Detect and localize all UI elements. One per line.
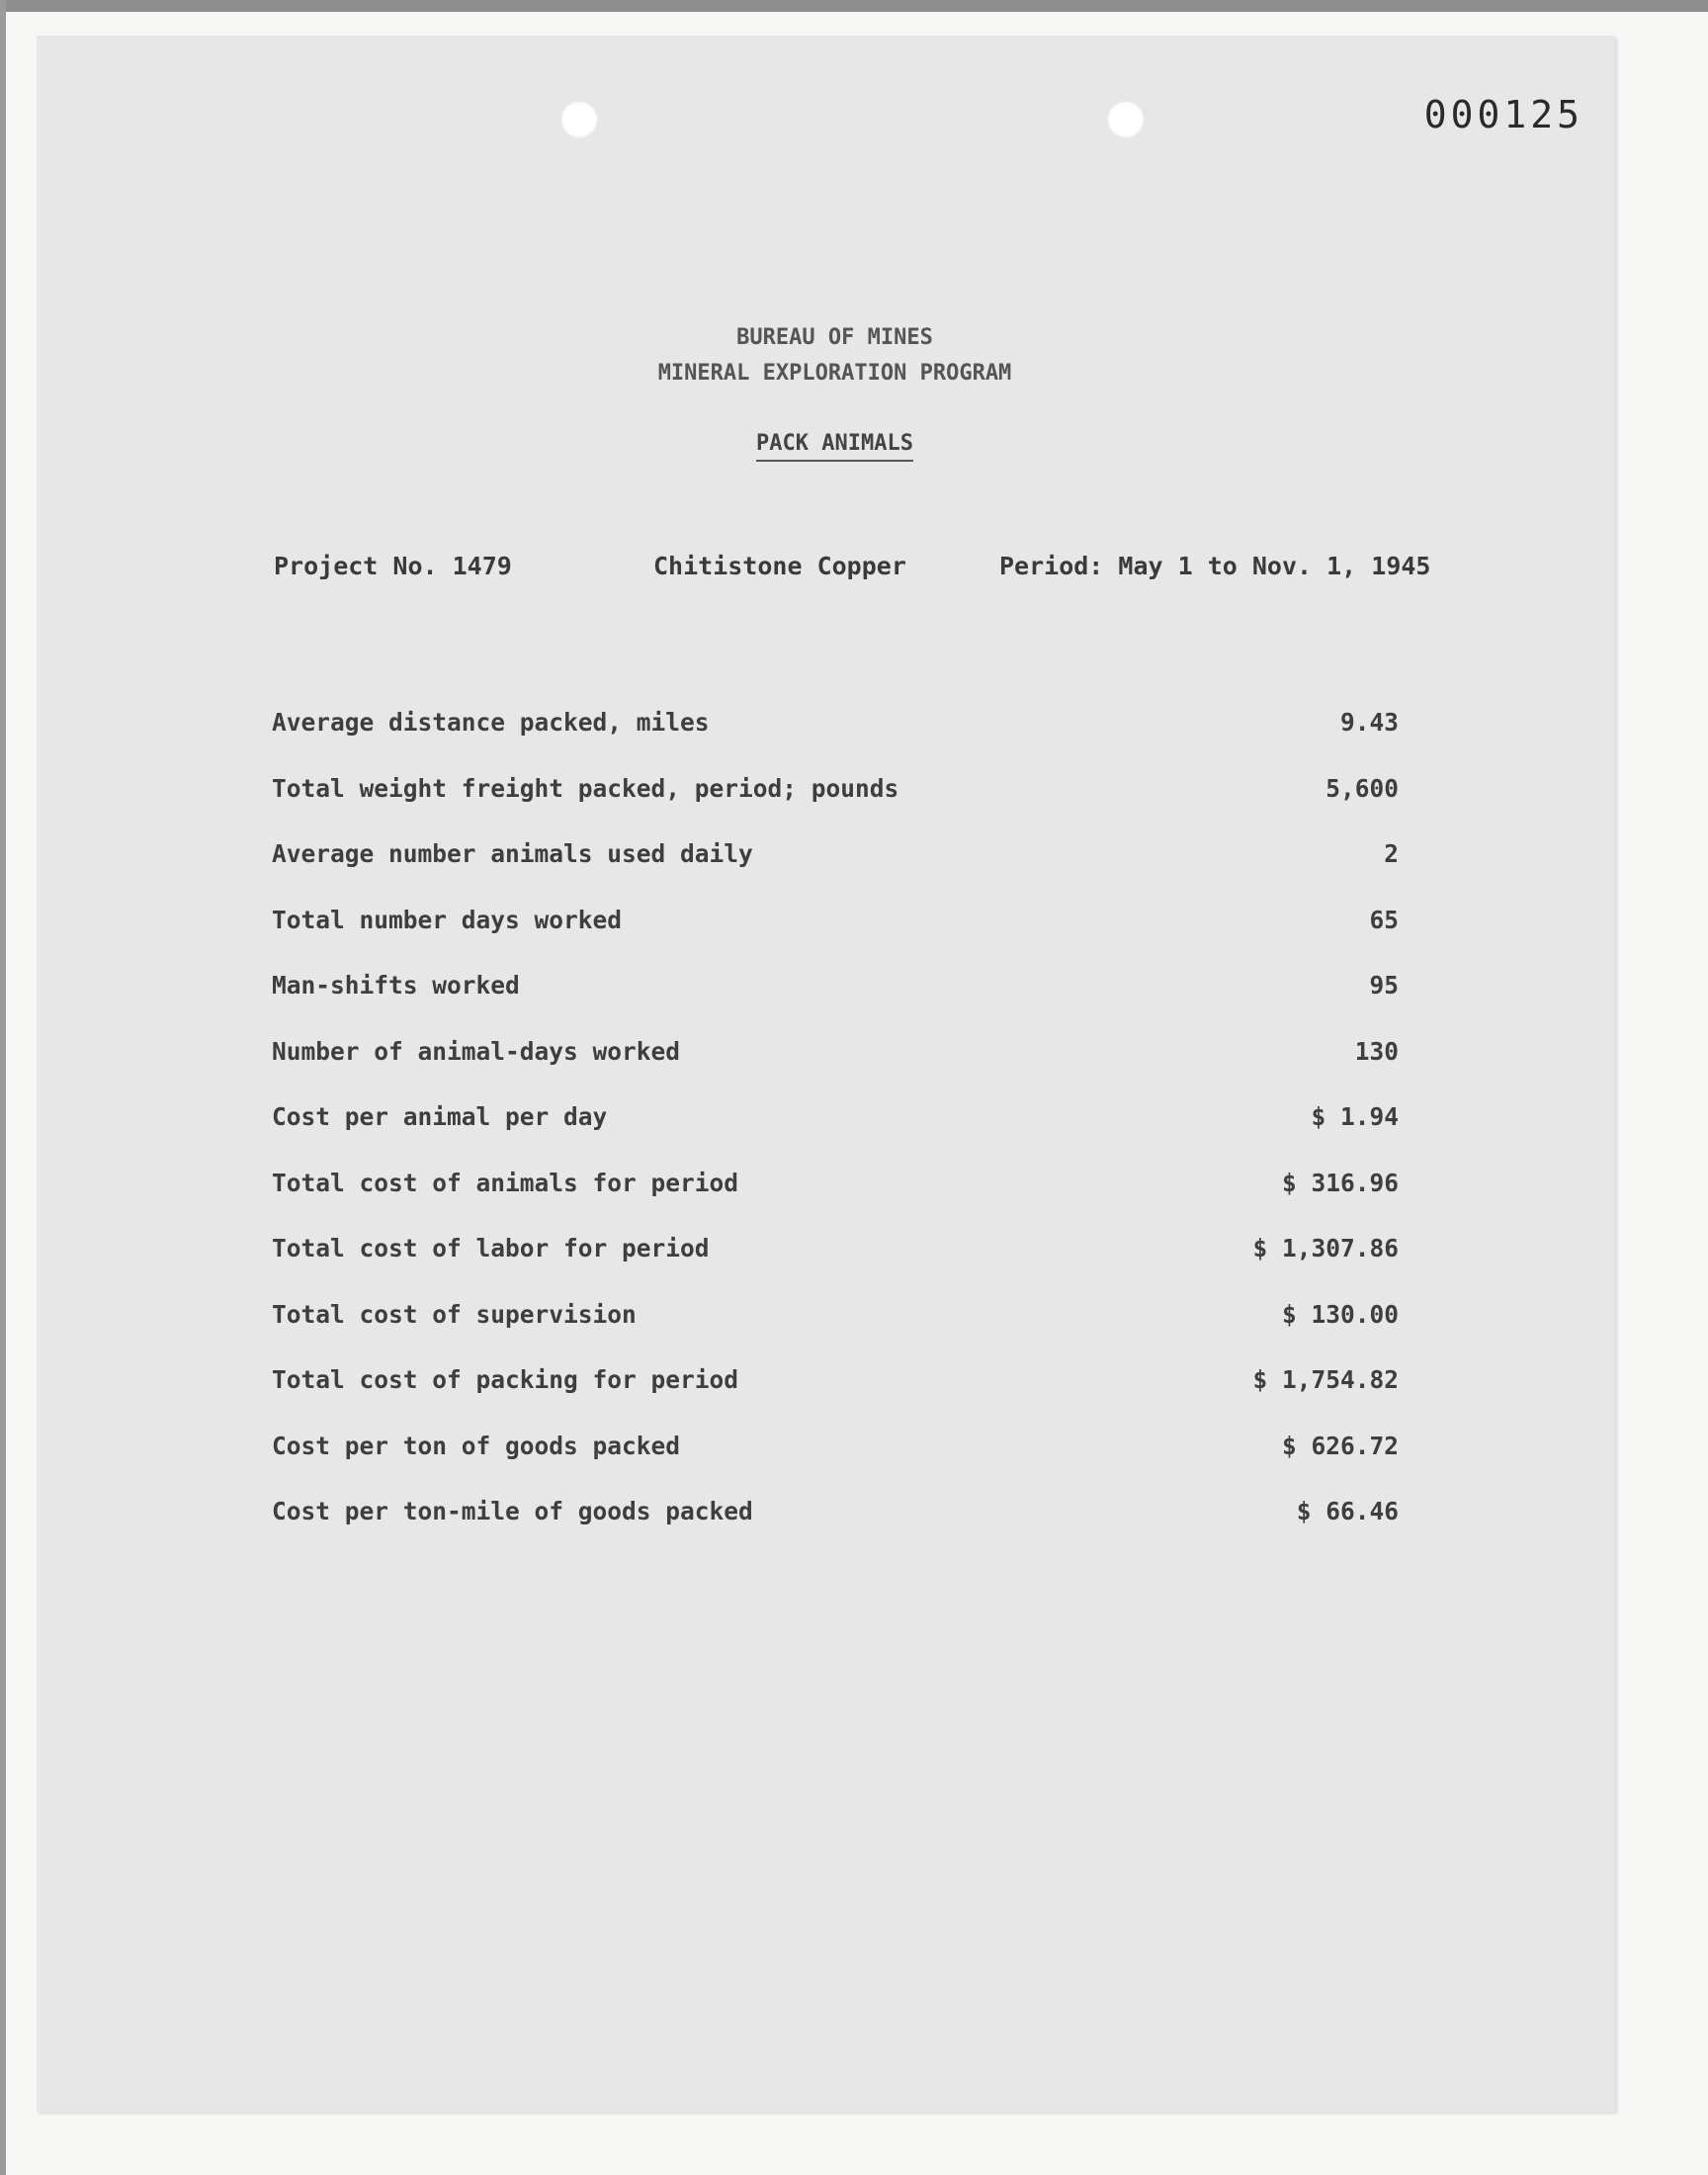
document-header (37, 320, 1615, 392)
table-row (272, 1300, 1399, 1366)
table-row (272, 708, 1399, 774)
table-row (272, 1234, 1399, 1300)
table-row (272, 1365, 1399, 1432)
table-row (272, 1037, 1399, 1103)
row-label: Total cost of animals for period (272, 1168, 739, 1197)
row-value: 95 (1369, 971, 1399, 1000)
row-label: Cost per ton of goods packed (272, 1431, 681, 1460)
scan-top-edge (0, 0, 1708, 12)
header-agency: BUREAU OF MINES (736, 325, 933, 350)
row-label: Cost per animal per day (272, 1102, 608, 1131)
row-label: Number of animal-days worked (272, 1036, 681, 1066)
row-label: Total cost of supervision (272, 1299, 637, 1329)
table-row (272, 1102, 1399, 1169)
row-label: Total cost of packing for period (272, 1365, 739, 1394)
page-number-stamp: 000125 (1423, 93, 1583, 136)
document-title (37, 431, 1615, 456)
table-row (272, 906, 1399, 972)
table-row (272, 839, 1399, 906)
project-name: Chitistone Copper (653, 552, 906, 580)
punch-hole (1107, 101, 1145, 138)
row-value: $ 1.94 (1311, 1102, 1399, 1131)
row-label: Average distance packed, miles (272, 708, 710, 737)
row-value: $ 316.96 (1281, 1168, 1399, 1197)
row-label: Average number animals used daily (272, 839, 753, 868)
statistics-table (272, 708, 1399, 1563)
row-value: 130 (1354, 1036, 1399, 1066)
row-label: Cost per ton-mile of goods packed (272, 1497, 753, 1525)
row-value: 65 (1369, 905, 1399, 934)
row-label: Total cost of labor for period (272, 1234, 710, 1262)
document-page (37, 36, 1615, 2112)
row-value: $ 130.00 (1281, 1299, 1399, 1329)
row-label: Man-shifts worked (272, 971, 520, 1000)
row-label: Total number days worked (272, 905, 623, 934)
table-row (272, 1497, 1399, 1563)
table-row (272, 1432, 1399, 1498)
row-value: $ 1,754.82 (1252, 1365, 1399, 1394)
table-row (272, 1169, 1399, 1235)
row-value: $ 66.46 (1296, 1497, 1399, 1525)
project-number: Project No. 1479 (274, 552, 512, 580)
scan-left-edge (0, 0, 6, 2175)
row-value: $ 1,307.86 (1252, 1234, 1399, 1262)
table-row (272, 774, 1399, 840)
row-label: Total weight freight packed, period; pounds (272, 773, 899, 803)
header-program: MINERAL EXPLORATION PROGRAM (657, 361, 1012, 386)
row-value: $ 626.72 (1281, 1431, 1399, 1460)
row-value: 5,600 (1325, 773, 1399, 803)
document-title-text: PACK ANIMALS (756, 431, 913, 462)
row-value: 2 (1384, 839, 1399, 868)
table-row (272, 971, 1399, 1037)
project-period: Period: May 1 to Nov. 1, 1945 (999, 552, 1431, 580)
punch-hole (560, 101, 598, 138)
row-value: 9.43 (1339, 708, 1399, 737)
